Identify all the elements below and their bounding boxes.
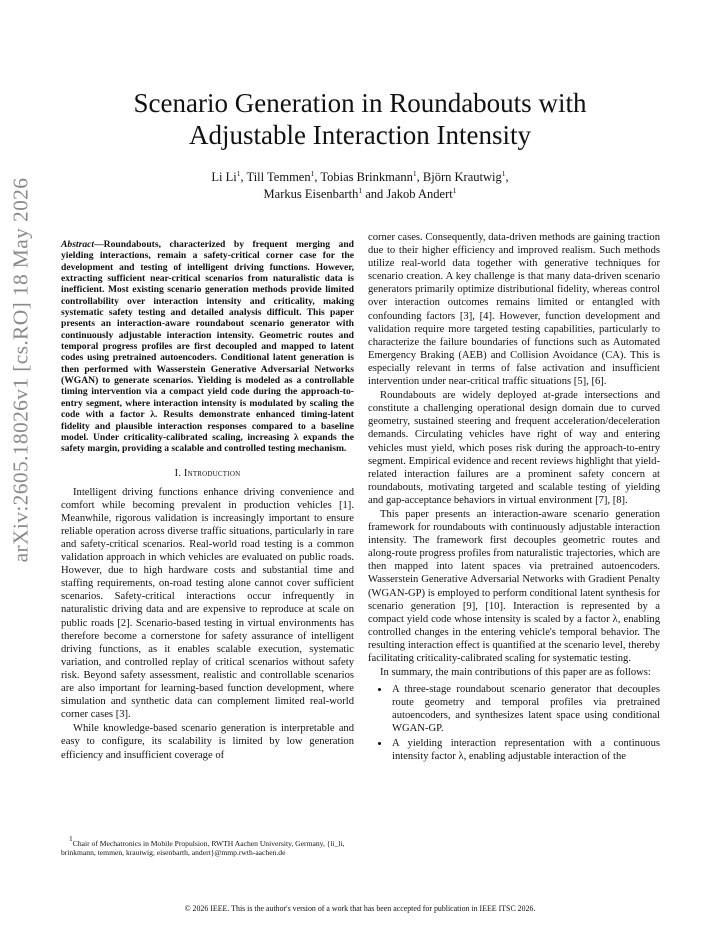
author-name: Björn Krautwig [422, 170, 502, 184]
abstract-label: Abstract [61, 239, 95, 250]
affiliation-mark: 1 [358, 185, 363, 195]
author-name: Tobias Brinkmann [320, 170, 413, 184]
author-separator: , [505, 170, 509, 184]
contribution-item: • A yielding interaction representation with a continuous intensity factor λ, enabling adjustable interaction of the [390, 737, 660, 763]
author-name: Jakob Andert [386, 186, 453, 201]
author-line-1 [60, 169, 660, 186]
author-line-2 [60, 186, 660, 203]
author-name: Li Li [211, 170, 237, 184]
author-separator: , [240, 170, 247, 184]
body-paragraph: Roundabouts are widely deployed at-grade intersections and constitute a challenging operational design domain due to curved geometry, sustained steering and frequent acceleration/deceleration demands. Circulating vehicles have right of way and entering vehicles must yield, which poses risk during the approach-to-entry segment. Empirical evidence and recent reviews highlight that yield-related interaction failures are a prominent safety concern at roundabouts, motivating targeted and scalable testing of yielding and gap-acceptance behaviors in virtual environment [7], [8]. [368, 390, 660, 506]
footnote-text: Chair of Mechatronics in Mobile Propulsion, RWTH Aachen University, Germany, {li_li, brinkmann, temmen, krautwig, eisenbarth, andert}@mmp.rwth-aachen.de [61, 839, 345, 858]
affiliation-mark: 1 [412, 169, 417, 178]
author-list [60, 169, 660, 202]
body-paragraph: In summary, the main contributions of this paper are as follows: [380, 667, 651, 679]
section-heading-introduction: I. Introduction [174, 467, 241, 479]
affiliation-mark: 1 [452, 185, 457, 195]
author-separator: , [416, 170, 423, 184]
body-paragraph: While knowledge-based scenario generation is interpretable and easy to configure, its scalability is limited by low generation efficiency and insufficient coverage of [61, 723, 354, 761]
affiliation-mark: 1 [236, 169, 241, 178]
body-paragraph: Intelligent driving functions enhance driving convenience and comfort while becoming prevalent in production vehicles [1]. Meanwhile, rigorous validation is increasingly important to ensure reliable operation across diverse traffic situations, particularly in rare and safety-critical scenarios. Real-world road testing is a common validation approach in which vehicles are evaluated on public roads. However, due to high hardware costs and substantial time and staffing requirements, on-road testing alone cannot cover sufficient scenarios. Safety-critical interactions occur infrequently in naturalistic driving data and are expensive to reproduce at scale on public roads [2]. Scenario-based testing in virtual environments has therefore become a cornerstone for safety assurance of intelligent driving functions, as it enables scalable execution, systematic variation, and controlled replay of critical scenarios without safety risk. Beyond safety assessment, realistic and controllable scenarios are also important for learning-based function development, where simulation and synthetic data can complement limited real-world corner cases [3]. [61, 486, 354, 721]
author-name: Markus Eisenbarth [263, 186, 359, 201]
left-column [61, 239, 354, 763]
abstract-text: —Roundabouts, characterized by frequent merging and yielding interactions, remain a safety-critical corner case for the development and testing of intelligent driving functions. However, extracting sufficient near-critical scenarios from naturalistic data is inefficient. Most existing scenario generation methods provide limited controllability over interaction intensity and criticality, making systematic safety testing and detailed analysis difficult. This paper presents an interaction-aware roundabout scenario generator with continuously adjustable interaction intensity. Geometric routes and temporal progress profiles are first decoupled and mapped to latent codes using pretrained autoencoders. Conditional latent generation is then performed with Wasserstein Generative Adversarial Networks (WGAN) to generate scenarios. Yielding is modeled as a controllable timing intervention via a compact yield code during the approach-to-entry segment, where interaction intensity is modulated by scaling the code with a factor λ. Results demonstrate enhanced timing-latent fidelity and plausible interaction responses compared to a baseline model. Under criticality-calibrated scaling, increasing λ expands the safety margin, providing a scalable and controlled testing mechanism. [61, 239, 354, 455]
footnote-mark: 1 [69, 834, 73, 843]
copyright-notice: © 2026 IEEE. This is the author's version of a work that has been accepted for publication in IEEE ITSC 2026. [184, 904, 536, 913]
abstract [61, 239, 354, 455]
author-name: Till Temmen [246, 170, 311, 184]
arxiv-stamp-text: arXiv:2605.18026v1 [cs.RO] 18 May 2026 [8, 177, 33, 563]
contribution-item: • A three-stage roundabout scenario generator that decouples route geometry and temporal profiles via pretrained autoencoders, and synthesizes latent space using conditional WGAN-GP. [390, 683, 660, 735]
title-line-1: Scenario Generation in Roundabouts with [133, 88, 587, 118]
author-separator: , [314, 170, 321, 184]
affiliation-mark: 1 [501, 169, 506, 178]
author-separator: and [362, 186, 387, 201]
right-column [368, 231, 660, 764]
paper-title [60, 87, 660, 151]
title-line-2: Adjustable Interaction Intensity [189, 120, 531, 150]
arxiv-identifier-stamp [0, 0, 40, 932]
body-paragraph: corner cases. Consequently, data-driven methods are gaining traction due to their higher efficiency and improved realism. Such methods utilize real-world data together with generative techniques for scenario creation. A key challenge is that many data-driven scenario generators primarily optimize distributional fidelity, whereas control over interaction outcomes remains limited or entangled with confounding factors [3], [4]. However, function development and validation require more targeted testing capabilities, particularly to characterize the failure boundaries of functions such as Automated Emergency Braking (AEB) and Collision Avoidance (CA). This is especially relevant in terms of false activation and insufficient intervention under near-critical traffic situations [5], [6]. [368, 232, 661, 388]
affiliation-footnote [61, 834, 354, 858]
affiliation-mark: 1 [310, 169, 315, 178]
contributions-list [368, 683, 660, 763]
body-paragraph: This paper presents an interaction-aware scenario generation framework for roundabouts with continuously adjustable interaction intensity. The framework first decouples geometric routes and along-route progress profiles from naturalistic trajectories, which are then mapped into latent spaces via pretrained autoencoders. Wasserstein Generative Adversarial Networks with Gradient Penalty (WGAN-GP) is employed to perform conditional latent synthesis for scenario generation [9], [10]. Interaction is represented by a compact yield code whose intensity is scaled by a factor λ, enabling controlled changes in the entering vehicle's temporal behavior. The resulting interaction effect is quantified at the scenario level, thereby facilitating criticality-calibrated scaling for systematic testing. [368, 508, 660, 664]
